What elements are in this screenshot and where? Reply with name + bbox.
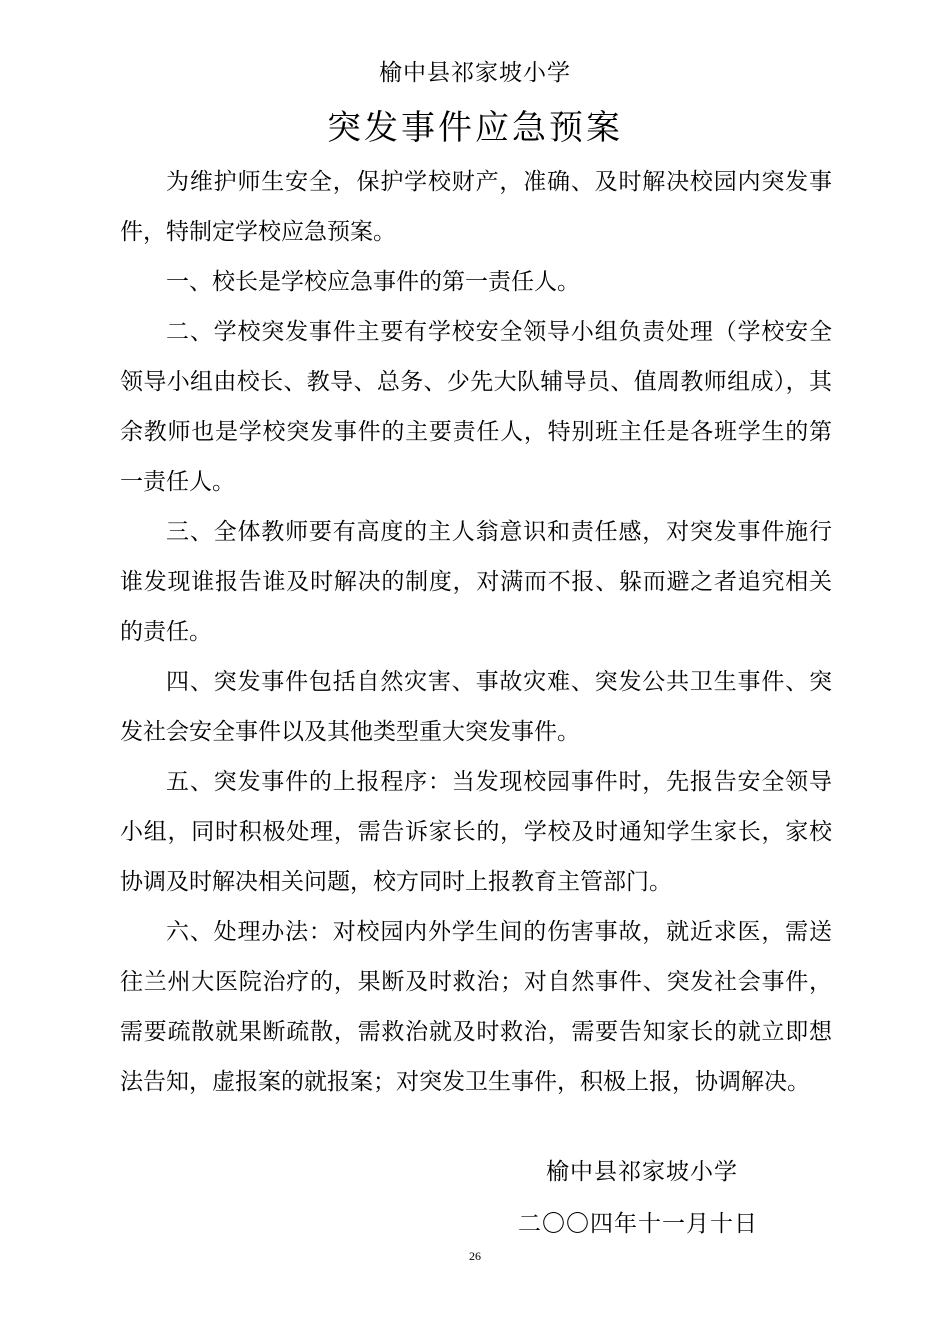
page-number: 26: [469, 1249, 481, 1263]
paragraph-item-4: 四、突发事件包括自然灾害、事故灾难、突发公共卫生事件、突发社会安全事件以及其他类型重大突发事件。: [120, 669, 832, 745]
paragraph-item-1: 一、校长是学校应急事件的第一责任人。: [166, 269, 580, 295]
school-name-heading: 榆中县祁家坡小学: [379, 60, 571, 86]
document-title: 突发事件应急预案: [327, 108, 623, 148]
signature-school: 榆中县祁家坡小学: [546, 1159, 738, 1185]
paragraph-item-2: 二、学校突发事件主要有学校安全领导小组负责处理（学校安全领导小组由校长、教导、总务、少先大队辅导员、值周教师组成），其余教师也是学校突发事件的主要责任人，特别班主任是各班学生的第一责任人。: [120, 319, 832, 495]
paragraph-item-5: 五、突发事件的上报程序：当发现校园事件时，先报告安全领导小组，同时积极处理，需告诉家长的，学校及时通知学生家长，家校协调及时解决相关问题，校方同时上报教育主管部门。: [120, 769, 832, 895]
paragraph-item-6: 六、处理办法：对校园内外学生间的伤害事故，就近求医，需送往兰州大医院治疗的，果断及时救治；对自然事件、突发社会事件，需要疏散就果断疏散，需救治就及时救治，需要告知家长的就立即想法告知，虚报案的就报案；对突发卫生事件，积极上报，协调解决。: [120, 919, 832, 1095]
paragraph-intro: 为维护师生安全，保护学校财产，准确、及时解决校园内突发事件，特制定学校应急预案。: [120, 169, 832, 245]
document-body: [120, 157, 832, 1107]
paragraph-item-3: 三、全体教师要有高度的主人翁意识和责任感，对突发事件施行谁发现谁报告谁及时解决的制度，对满而不报、躲而避之者追究相关的责任。: [120, 519, 832, 645]
signature-date: 二〇〇四年十一月十日: [518, 1211, 758, 1237]
